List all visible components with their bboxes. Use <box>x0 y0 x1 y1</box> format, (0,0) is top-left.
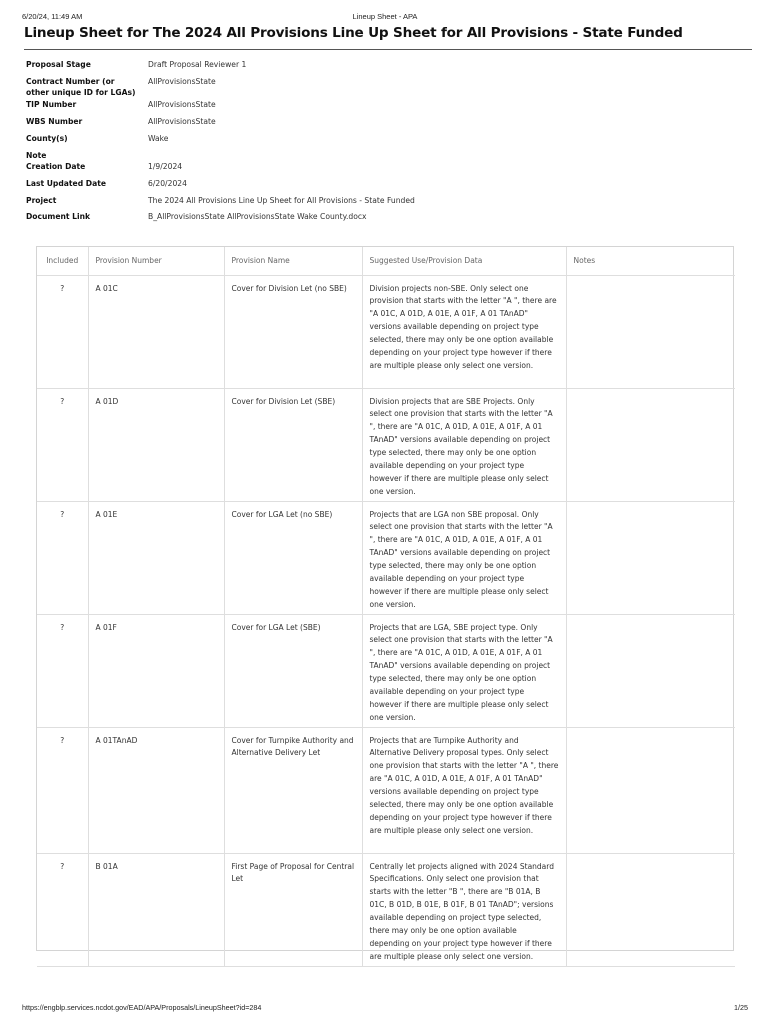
table-row <box>37 727 735 853</box>
print-timestamp: 6/20/24, 11:49 AM <box>22 12 83 21</box>
table-row <box>37 388 735 501</box>
meta-label: Last Updated Date <box>26 179 106 188</box>
included-cell[interactable]: ? <box>37 501 88 614</box>
table-row <box>37 501 735 614</box>
provision-name-cell: First Page of Proposal for Central Let <box>224 853 362 966</box>
suggested-use-cell: Projects that are LGA non SBE proposal. Only select one provision that starts with the letter "A ", there are "A 01C, A 01D, A 01E, A 01F, A 01 TAnAD" versions available depending on project type selected, there may only be one option available depending on your project type however if there are multiple please only select one version. <box>362 501 566 614</box>
meta-label: Creation Date <box>26 162 86 171</box>
included-cell[interactable]: ? <box>37 614 88 727</box>
print-header <box>22 12 748 24</box>
included-cell[interactable]: ? <box>37 275 88 388</box>
print-footer <box>22 1003 748 1015</box>
table-row <box>37 614 735 727</box>
meta-value: Wake <box>148 134 169 143</box>
meta-label: WBS Number <box>26 117 83 126</box>
notes-cell <box>566 727 735 853</box>
included-cell[interactable]: ? <box>37 727 88 853</box>
column-header-notes[interactable]: Notes <box>566 247 735 275</box>
meta-value: AllProvisionsState <box>148 117 216 126</box>
column-header-provision-name[interactable]: Provision Name <box>224 247 362 275</box>
table-row <box>37 275 735 388</box>
meta-label: Contract Number (or other unique ID for LGAs) <box>26 77 136 97</box>
table-row <box>37 853 735 966</box>
suggested-use-cell: Division projects that are SBE Projects. Only select one provision that starts with the letter "A ", there are "A 01C, A 01D, A 01E, A 01F, A 01 TAnAD" versions available depending on project type selected, there may only be one option available depending on your project type however if there are multiple please only select one version. <box>362 388 566 501</box>
meta-label: Note <box>26 151 47 160</box>
title-divider <box>24 49 752 50</box>
column-header-suggested-use[interactable]: Suggested Use/Provision Data <box>362 247 566 275</box>
page-number: 1/25 <box>734 1003 748 1012</box>
column-header-included[interactable]: Included <box>37 247 88 275</box>
suggested-use-cell: Projects that are Turnpike Authority and Alternative Delivery proposal types. Only select one provision that starts with the letter "A ", there are "A 01C, A 01D, A 01E, A 01F, A 01 TAnAD" versions available depending on project type selected, there may only be one option available depending on your project type however if there are multiple please only select one version. <box>362 727 566 853</box>
suggested-use-cell: Centrally let projects aligned with 2024 Standard Specifications. Only select one provision that starts with the letter "B ", there are "B 01A, B 01C, B 01D, B 01E, B 01F, B 01 TAnAD"; versions available depending on project type selected, there may only be one option available depending on your project type however if there are multiple please only select one version. <box>362 853 566 966</box>
meta-value: AllProvisionsState <box>148 100 216 109</box>
meta-label: County(s) <box>26 134 68 143</box>
print-doc-title: Lineup Sheet - APA <box>352 12 418 21</box>
provision-number-cell: A 01C <box>88 275 224 388</box>
meta-value: The 2024 All Provisions Line Up Sheet for All Provisions - State Funded <box>148 196 415 205</box>
provision-number-cell: A 01TAnAD <box>88 727 224 853</box>
notes-cell <box>566 275 735 388</box>
meta-value: AllProvisionsState <box>148 77 216 86</box>
meta-label: Project <box>26 196 57 205</box>
provision-name-cell: Cover for Turnpike Authority and Alternative Delivery Let <box>224 727 362 853</box>
meta-value: 6/20/2024 <box>148 179 187 188</box>
meta-value: 1/9/2024 <box>148 162 183 171</box>
meta-value: Draft Proposal Reviewer 1 <box>148 60 247 69</box>
provision-number-cell: B 01A <box>88 853 224 966</box>
provisions-table <box>37 247 735 967</box>
provision-number-cell: A 01E <box>88 501 224 614</box>
provisions-table-container <box>36 246 734 961</box>
page-url: https://engblp.services.ncdot.gov/EAD/APA/Proposals/LineupSheet?id=284 <box>22 1003 262 1012</box>
included-cell[interactable]: ? <box>37 388 88 501</box>
provision-name-cell: Cover for LGA Let (no SBE) <box>224 501 362 614</box>
suggested-use-cell: Projects that are LGA, SBE project type. Only select one provision that starts with the letter "A ", there are "A 01C, A 01D, A 01E, A 01F, A 01 TAnAD" versions available depending on project type selected, there may only be one option available depending on your project type however if there are multiple please only select one version. <box>362 614 566 727</box>
provision-number-cell: A 01F <box>88 614 224 727</box>
notes-cell <box>566 501 735 614</box>
provision-name-cell: Cover for Division Let (no SBE) <box>224 275 362 388</box>
page-title: Lineup Sheet for The 2024 All Provisions Line Up Sheet for All Provisions - State Funded <box>24 25 683 41</box>
provision-name-cell: Cover for LGA Let (SBE) <box>224 614 362 727</box>
table-header-row <box>37 247 735 275</box>
meta-label: TIP Number <box>26 100 77 109</box>
included-cell[interactable]: ? <box>37 853 88 966</box>
document-link[interactable]: B_AllProvisionsState AllProvisionsState Wake County.docx <box>148 212 367 221</box>
notes-cell <box>566 614 735 727</box>
provision-name-cell: Cover for Division Let (SBE) <box>224 388 362 501</box>
column-header-provision-number[interactable]: Provision Number <box>88 247 224 275</box>
suggested-use-cell: Division projects non-SBE. Only select one provision that starts with the letter "A ", there are "A 01C, A 01D, A 01E, A 01F, A 01 TAnAD" versions available depending on project type selected, there may only be one option available depending on your project type however if there are multiple please only select one version. <box>362 275 566 388</box>
provision-number-cell: A 01D <box>88 388 224 501</box>
meta-label: Proposal Stage <box>26 60 91 69</box>
notes-cell <box>566 853 735 966</box>
notes-cell <box>566 388 735 501</box>
meta-label: Document Link <box>26 212 91 221</box>
